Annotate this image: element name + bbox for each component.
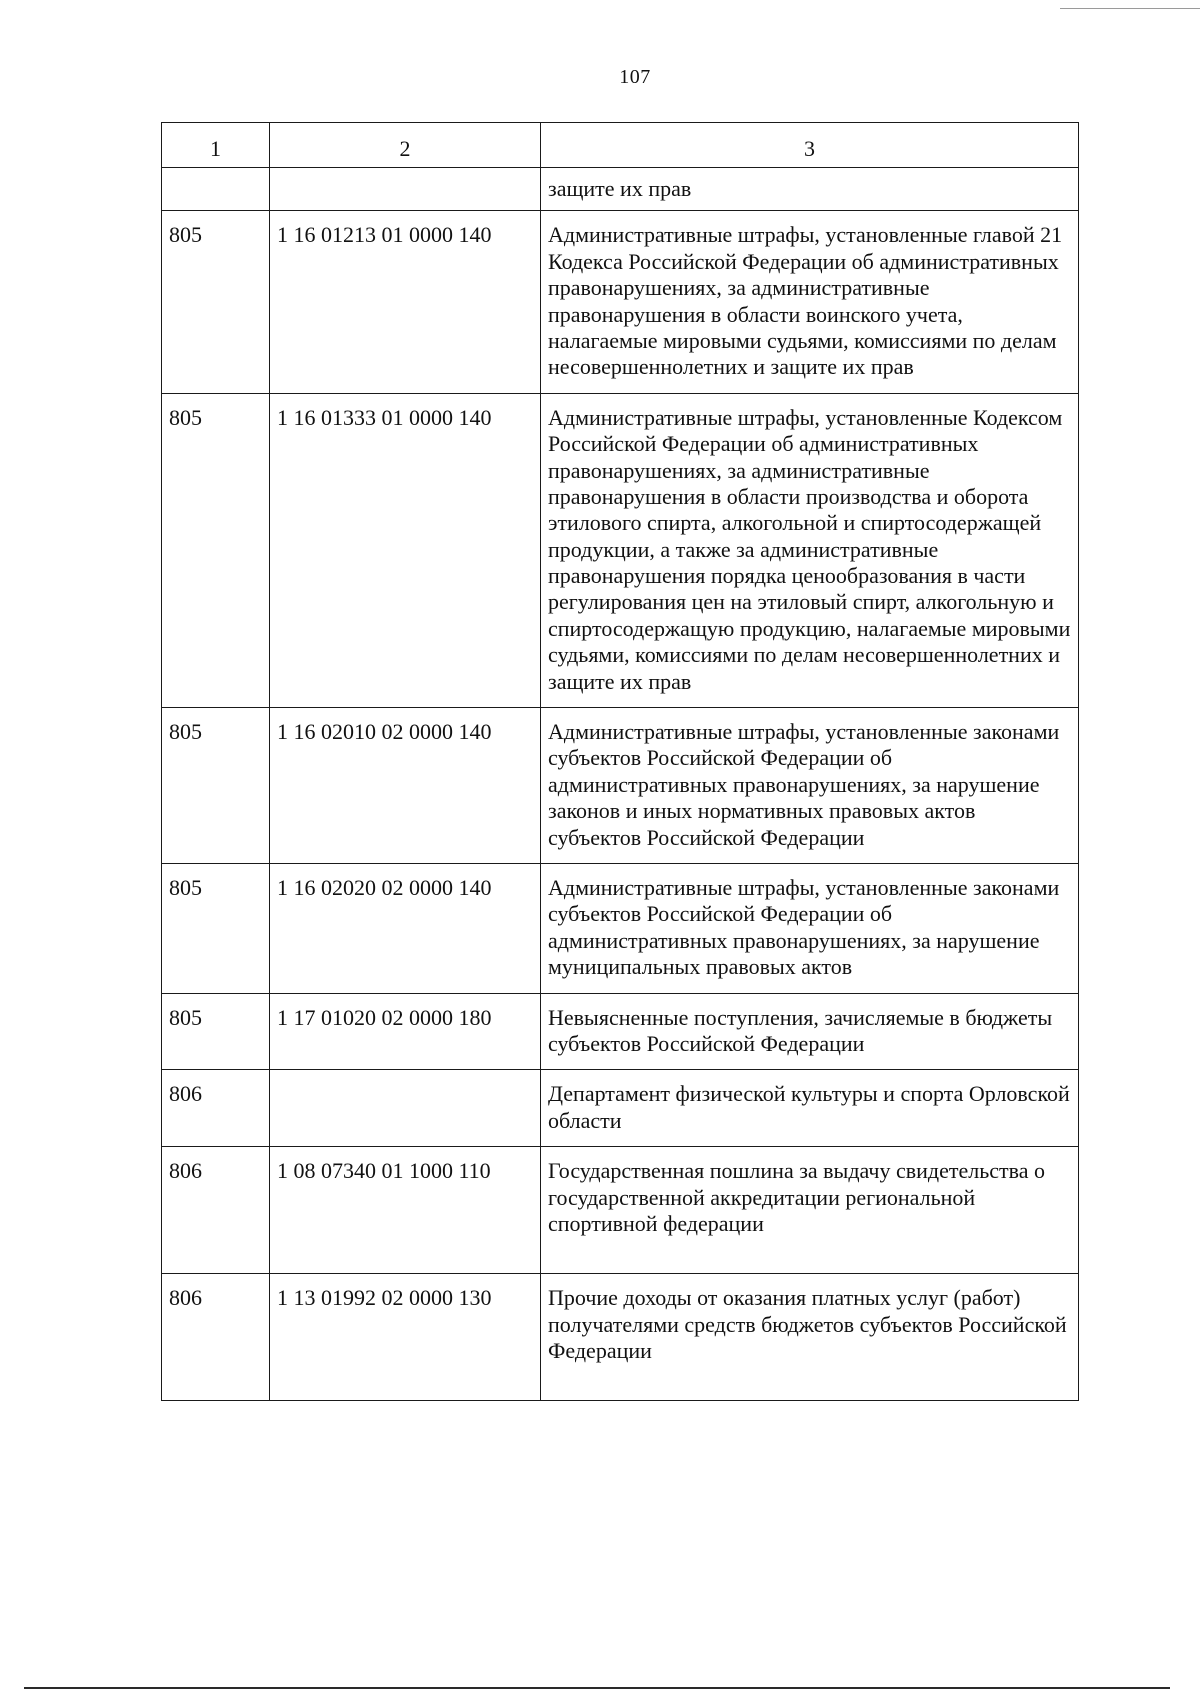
kbk-code-cell	[270, 168, 541, 211]
table-row	[162, 863, 1079, 993]
table-header-row	[162, 123, 1079, 168]
admin-code-cell: 805	[162, 863, 270, 993]
kbk-code-cell: 1 16 01333 01 0000 140	[270, 393, 541, 707]
admin-code-cell: 806	[162, 1274, 270, 1401]
scan-edge-line	[1060, 8, 1200, 9]
admin-code-cell: 806	[162, 1070, 270, 1147]
description-cell: Административные штрафы, установленные законами субъектов Российской Федерации об административных правонарушениях, за нарушение законов и иных нормативных правовых актов субъектов Российской Федерации	[541, 708, 1079, 864]
kbk-code-cell: 1 16 02010 02 0000 140	[270, 708, 541, 864]
kbk-code-cell	[270, 1070, 541, 1147]
scan-bottom-line	[24, 1687, 1170, 1689]
revenue-classification-table	[161, 122, 1079, 1401]
table-row	[162, 168, 1079, 211]
table-row	[162, 1147, 1079, 1274]
admin-code-cell: 805	[162, 211, 270, 393]
admin-code-cell: 805	[162, 708, 270, 864]
description-cell: Прочие доходы от оказания платных услуг (работ) получателями средств бюджетов субъектов Российской Федерации	[541, 1274, 1079, 1401]
table-row	[162, 393, 1079, 707]
kbk-code-cell: 1 08 07340 01 1000 110	[270, 1147, 541, 1274]
kbk-code-cell: 1 17 01020 02 0000 180	[270, 993, 541, 1070]
column-header-3: 3	[541, 123, 1079, 168]
column-header-2: 2	[270, 123, 541, 168]
table-row	[162, 1274, 1079, 1401]
admin-code-cell: 805	[162, 393, 270, 707]
description-cell: Департамент физической культуры и спорта Орловской области	[541, 1070, 1079, 1147]
table-row	[162, 993, 1079, 1070]
table-header	[162, 123, 1079, 168]
admin-code-cell: 805	[162, 993, 270, 1070]
kbk-code-cell: 1 13 01992 02 0000 130	[270, 1274, 541, 1401]
description-cell: Невыясненные поступления, зачисляемые в бюджеты субъектов Российской Федерации	[541, 993, 1079, 1070]
admin-code-cell: 806	[162, 1147, 270, 1274]
kbk-code-cell: 1 16 01213 01 0000 140	[270, 211, 541, 393]
table-body	[162, 168, 1079, 1401]
description-cell: Административные штрафы, установленные законами субъектов Российской Федерации об административных правонарушениях, за нарушение муниципальных правовых актов	[541, 863, 1079, 993]
table-row	[162, 1070, 1079, 1147]
description-cell: Административные штрафы, установленные Кодексом Российской Федерации об административных правонарушениях, за административные правонарушения в области производства и оборота этилового спирта, алкогольной и спиртосодержащей продукции, а также за административные правонарушения порядка ценообразования в части регулирования цен на этиловый спирт, алкогольную и спиртосодержащую продукцию, налагаемые мировыми судьями, комиссиями по делам несовершеннолетних и защите их прав	[541, 393, 1079, 707]
page-number: 107	[619, 66, 651, 88]
description-cell: Административные штрафы, установленные главой 21 Кодекса Российской Федерации об административных правонарушениях, за административные правонарушения в области воинского учета, налагаемые мировыми судьями, комиссиями по делам несовершеннолетних и защите их прав	[541, 211, 1079, 393]
description-cell: Государственная пошлина за выдачу свидетельства о государственной аккредитации региональной спортивной федерации	[541, 1147, 1079, 1274]
admin-code-cell	[162, 168, 270, 211]
description-cell: защите их прав	[541, 168, 1079, 211]
column-header-1: 1	[162, 123, 270, 168]
kbk-code-cell: 1 16 02020 02 0000 140	[270, 863, 541, 993]
table-row	[162, 708, 1079, 864]
table-row	[162, 211, 1079, 393]
